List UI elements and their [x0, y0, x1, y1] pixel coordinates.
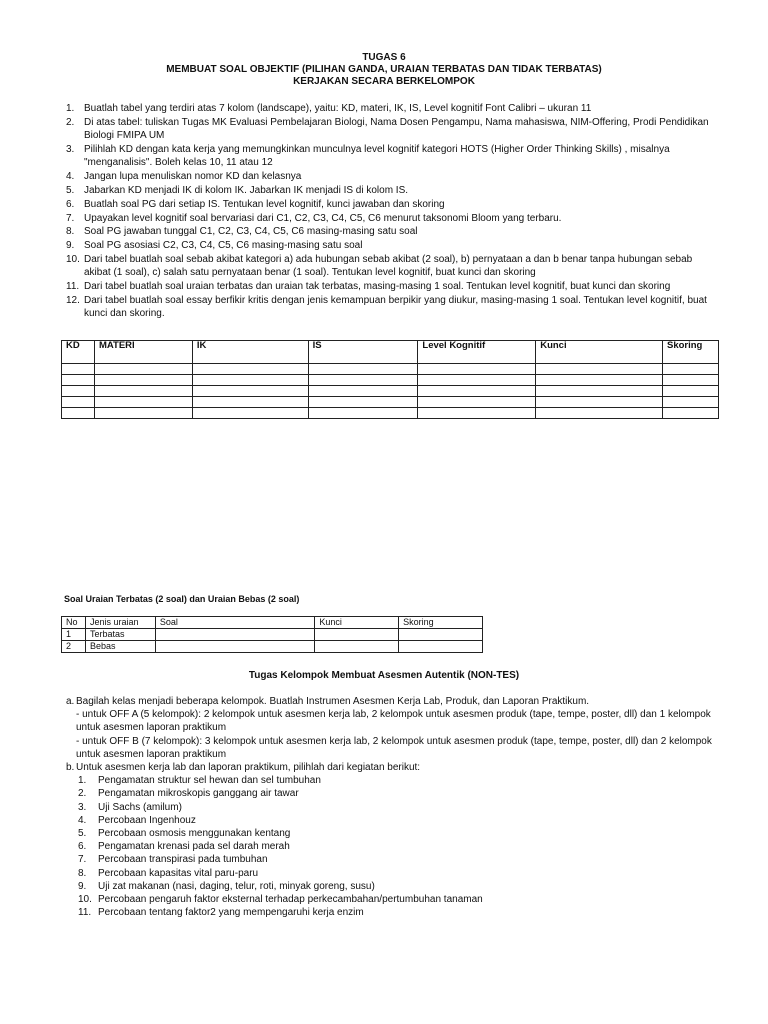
table-row: [62, 397, 719, 408]
task-item: 4. Jangan lupa menuliskan nomor KD dan kelasnya: [66, 170, 302, 182]
soal-table: [61, 340, 719, 419]
task-item: 10. Dari tabel buatlah soal sebab akibat kategori a) ada hubungan sebab akibat (2 soal), b) pernyataan a dan b benar tanpa hubungan sebab akibat (1 soal), c) salah satu pernyataan benar (1 soal). Tentukan level kognitif, buat kunci dan skoring: [66, 254, 693, 279]
title-line-2: MEMBUAT SOAL OBJEKTIF (PILIHAN GANDA, URAIAN TERBATAS DAN TIDAK TERBATAS): [166, 64, 602, 75]
task-item: 1. Buatlah tabel yang terdiri atas 7 kolom (landscape), yaitu: KD, materi, IK, IS, Level kognitif Font Calibri – ukuran 11: [66, 103, 592, 114]
section-title: Tugas Kelompok Membuat Asesmen Autentik (NON-TES): [248, 670, 520, 681]
part-a-line: Bagilah kelas menjadi beberapa kelompok. Buatlah Instrumen Asesmen Kerja Lab, Produk, dan Laporan Praktikum.: [76, 696, 590, 707]
kegiatan-list: [76, 774, 722, 919]
list-item: 7. Percobaan transpirasi pada tumbuhan: [78, 854, 268, 866]
list-item: 5. Percobaan osmosis menggunakan kentang: [78, 828, 291, 840]
header-is: IS: [308, 341, 418, 364]
list-item: 10. Percobaan pengaruh faktor eksternal terhadap perkecambahan/pertumbuhan tanaman: [78, 894, 483, 906]
table-header-row: [62, 341, 719, 364]
table-row: 1 Terbatas: [62, 629, 483, 641]
header-kd: KD: [62, 341, 95, 364]
header-jenis-uraian: Jenis uraian: [85, 617, 155, 629]
header-kunci: Kunci: [536, 341, 663, 364]
list-item: 1. Pengamatan struktur sel hewan dan sel tumbuhan: [78, 775, 321, 787]
task-item: 2. Di atas tabel: tuliskan Tugas MK Evaluasi Pembelajaran Biologi, Nama Dosen Pengampu, Nama mahasiswa, NIM-Offering, Prodi Pendidikan Biologi FMIPA UM: [66, 116, 709, 141]
task-item: 11. Dari tabel buatlah soal uraian terbatas dan uraian tak terbatas, masing-masing 1 soal. Tentukan level kognitif, buat kunci dan skoring: [66, 281, 671, 293]
header-no: No: [62, 617, 86, 629]
title-line-3: KERJAKAN SECARA BERKELOMPOK: [293, 76, 475, 87]
document-title: [0, 52, 768, 88]
header-soal: Soal: [155, 617, 314, 629]
table-row: 2 Bebas: [62, 641, 483, 653]
task-item: 6. Buatlah soal PG dari setiap IS. Tentukan level kognitif, kunci jawaban dan skoring: [66, 198, 445, 210]
uraian-caption: Soal Uraian Terbatas (2 soal) dan Uraian Bebas (2 soal): [64, 594, 300, 604]
table-row: [62, 364, 719, 375]
list-item: 9. Uji zat makanan (nasi, daging, telur, roti, minyak goreng, susu): [78, 880, 375, 892]
list-item: 3. Uji Sachs (amilum): [78, 801, 182, 813]
header-skoring: Skoring: [399, 617, 483, 629]
task-item: 5. Jabarkan KD menjadi IK di kolom IK. Jabarkan IK menjadi IS di kolom IS.: [66, 184, 409, 196]
header-skoring: Skoring: [663, 341, 719, 364]
task-item: 8. Soal PG jawaban tunggal C1, C2, C3, C4, C5, C6 masing-masing satu soal: [66, 226, 418, 238]
uraian-table: [61, 616, 483, 653]
header-ik: IK: [192, 341, 308, 364]
task-item: 12. Dari tabel buatlah soal essay berfikir kritis dengan jenis kemampuan berpikir yang diukur, masing-masing 1 soal. Tentukan level kognitif, buat kunci dan skoring.: [66, 295, 707, 320]
title-line-1: TUGAS 6: [362, 52, 406, 63]
table-row: [62, 408, 719, 419]
part-a-line: - untuk OFF A (5 kelompok): 2 kelompok untuk asesmen kerja lab, 2 kelompok untuk asesmen produk (tape, tempe, poster, dll) dan 1 kelompok untuk asesmen laporan praktikum: [76, 709, 711, 734]
part-b: b. Untuk asesmen kerja lab dan laporan praktikum, pilihlah dari kegiatan berikut: 1. Pengamatan struktur sel hewan dan sel tumbuhan 2. Pengamatan mikroskopis ganggang air tawar 3. Uji Sachs (amilum) 4. Percobaan Ingenhouz 5. Percobaan osmosis menggunakan kentang 6. Pengamatan krenasi pada sel darah merah 7. Percobaan transpirasi pada tumbuhan 8. Percobaan kapasitas vital paru-paru 9. Uji zat makanan (nasi, daging, telur, roti, minyak goreng, susu) 10. Percobaan pengaruh faktor eksternal terhadap perkecambahan/pertumbuhan tanaman 11. Percobaan tentang faktor2 yang mempengaruhi kerja enzim: [62, 761, 722, 919]
table-row: [62, 375, 719, 386]
table-header-row: [62, 617, 483, 629]
table-row: [62, 386, 719, 397]
task-item: 9. Soal PG asosiasi C2, C3, C4, C5, C6 masing-masing satu soal: [66, 240, 363, 252]
header-level-kognitif: Level Kognitif: [418, 341, 536, 364]
list-item: 6. Pengamatan krenasi pada sel darah merah: [78, 841, 290, 853]
task-item: 7. Upayakan level kognitif soal bervariasi dari C1, C2, C3, C4, C5, C6 menurut taksonomi Bloom yang terbaru.: [66, 212, 562, 224]
header-materi: MATERI: [94, 341, 192, 364]
list-item: 2. Pengamatan mikroskopis ganggang air tawar: [78, 788, 299, 800]
list-item: 11. Percobaan tentang faktor2 yang mempengaruhi kerja enzim: [78, 907, 364, 919]
part-b-intro: Untuk asesmen kerja lab dan laporan praktikum, pilihlah dari kegiatan berikut:: [76, 762, 421, 773]
list-item: 4. Percobaan Ingenhouz: [78, 814, 196, 826]
part-a: a. Bagilah kelas menjadi beberapa kelompok. Buatlah Instrumen Asesmen Kerja Lab, Produk, dan Laporan Praktikum. - untuk OFF A (5 kelompok): 2 kelompok untuk asesmen kerja lab, 2 kelompok untuk asesmen produk (tape, tempe, poster, dll) dan 1 kelompok untuk asesmen laporan praktikum - untuk OFF B (7 kelompok): 3 kelompok untuk asesmen kerja lab, 2 kelompok untuk asesmen produk (tape, tempe, poster, dll) dan 2 kelompok untuk asesmen laporan praktikum: [62, 695, 722, 761]
list-item: 8. Percobaan kapasitas vital paru-paru: [78, 867, 259, 879]
task-list: [62, 103, 712, 322]
task-item: 3. Pilihlah KD dengan kata kerja yang memungkinkan munculnya level kognitif kategori HOTS (Higher Order Thinking Skills) , misalnya "menganalisis". Boleh kelas 10, 11 atau 12: [66, 143, 670, 168]
header-kunci: Kunci: [315, 617, 399, 629]
part-a-line: - untuk OFF B (7 kelompok): 3 kelompok untuk asesmen kerja lab, 2 kelompok untuk asesmen produk (tape, tempe, poster, dll) dan 2 kelompok untuk asesmen laporan praktikum: [76, 735, 712, 760]
